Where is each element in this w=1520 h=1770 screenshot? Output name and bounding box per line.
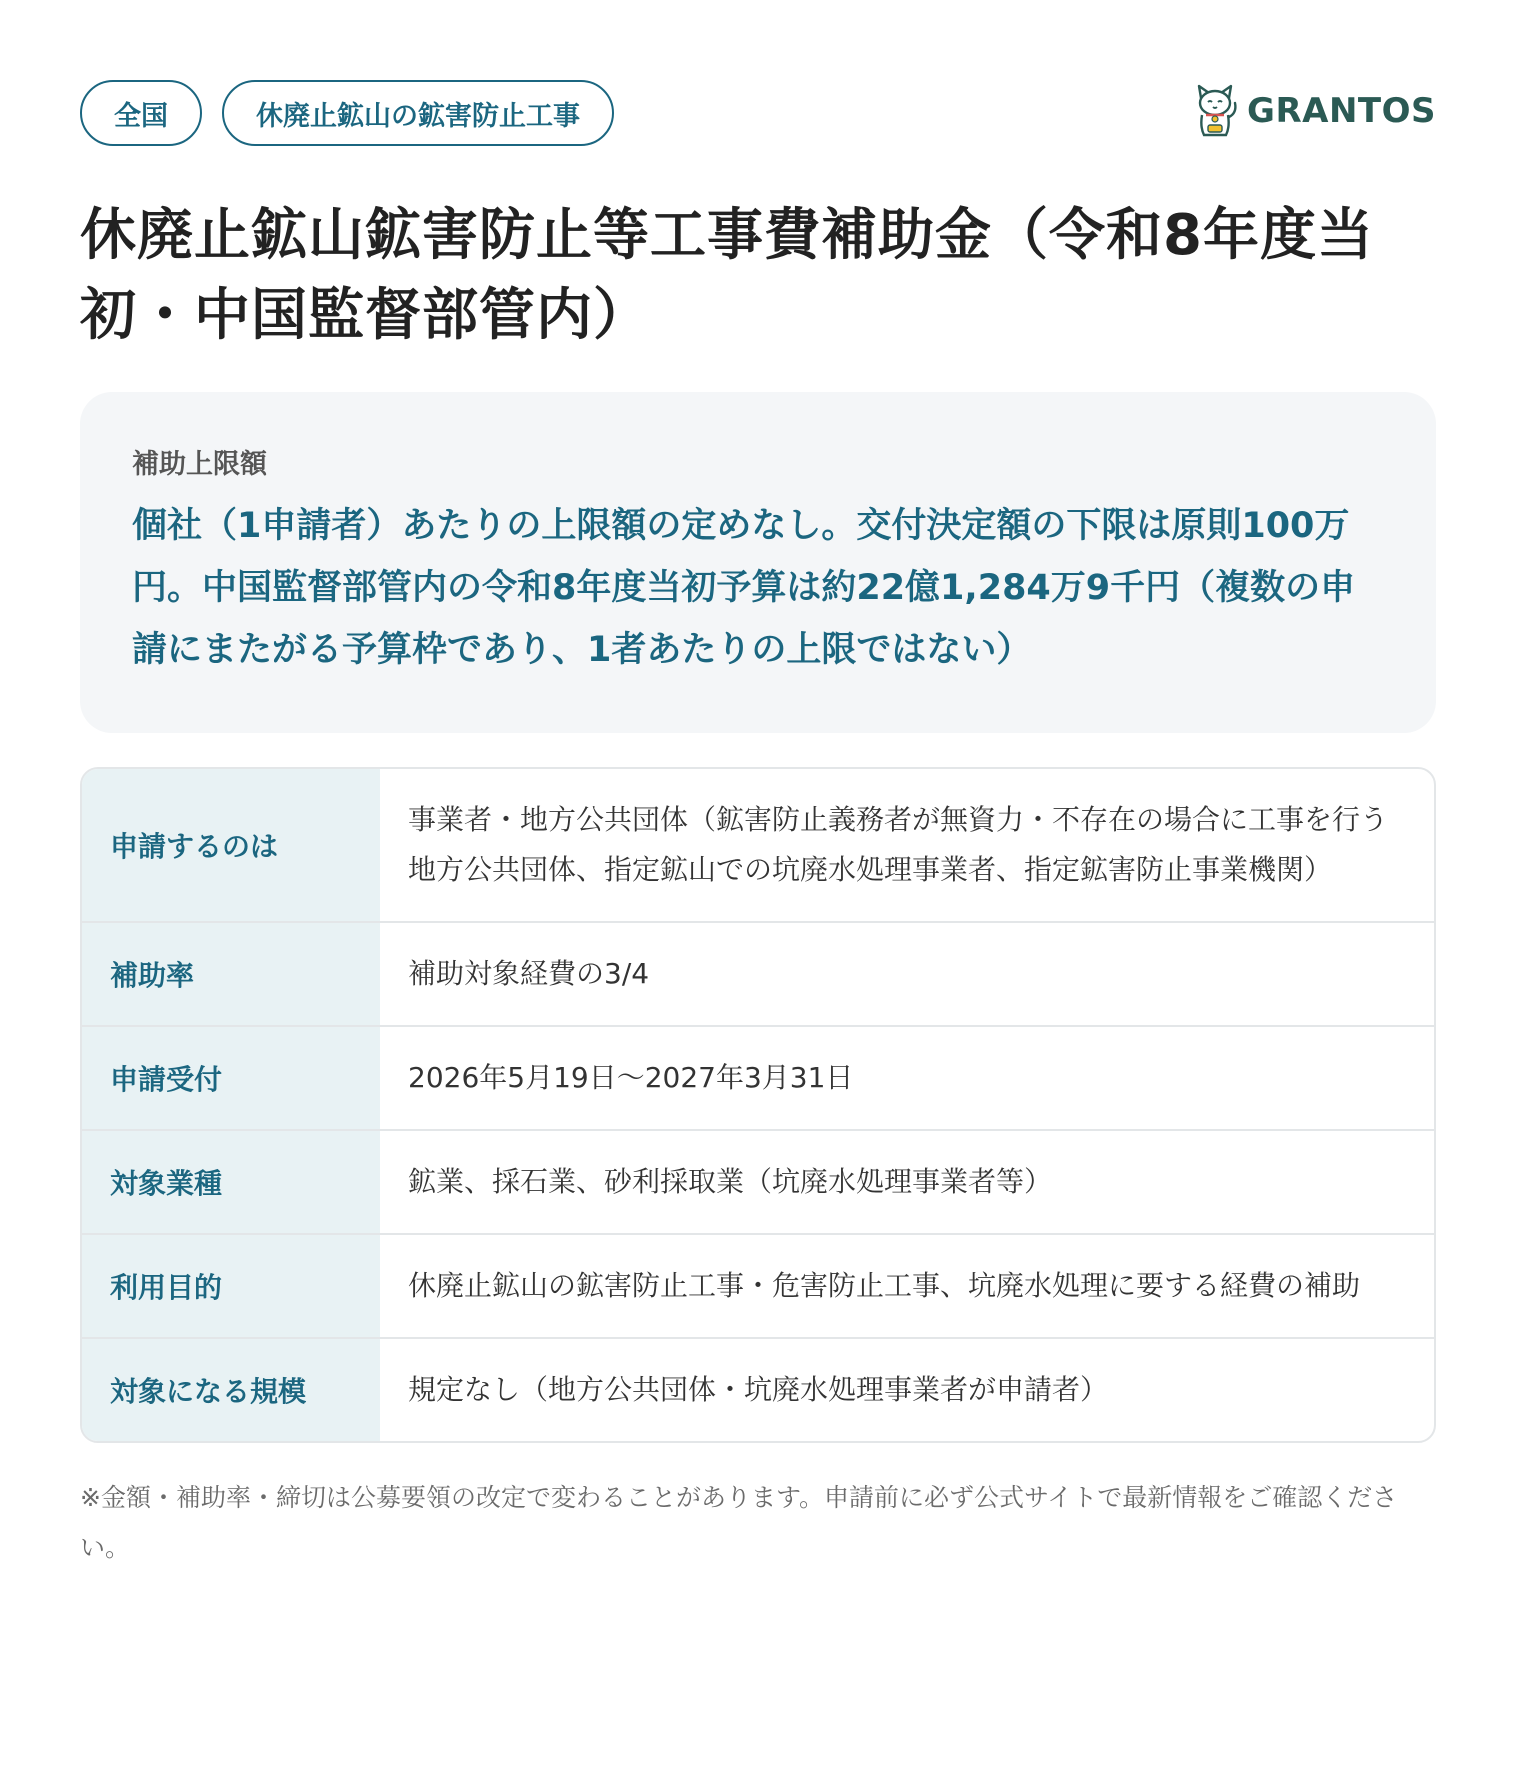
detail-label: 申請受付 bbox=[82, 1027, 380, 1129]
detail-label: 補助率 bbox=[82, 923, 380, 1025]
detail-row-rate bbox=[82, 921, 1434, 1025]
page-title: 休廃止鉱山鉱害防止等工事費補助金（令和8年度当初・中国監督部管内） bbox=[80, 203, 1374, 348]
detail-value: 規定なし（地方公共団体・坑廃水処理事業者が申請者） bbox=[408, 1373, 1109, 1406]
brand-logo[interactable] bbox=[1191, 82, 1436, 140]
detail-value: 鉱業、採石業、砂利採取業（坑廃水処理事業者等） bbox=[408, 1165, 1053, 1198]
disclaimer-note: ※金額・補助率・締切は公募要領の改定で変わることがあります。申請前に必ず公式サイトで最新情報をご確認ください。 bbox=[80, 1483, 1398, 1562]
detail-row-purpose bbox=[82, 1233, 1434, 1337]
detail-label: 対象になる規模 bbox=[82, 1339, 380, 1441]
detail-row-industry bbox=[82, 1129, 1434, 1233]
header bbox=[80, 80, 1436, 152]
detail-value: 事業者・地方公共団体（鉱害防止義務者が無資力・不存在の場合に工事を行う地方公共団体、指定鉱山での坑廃水処理事業者、指定鉱害防止事業機関） bbox=[408, 803, 1389, 886]
detail-row-scale bbox=[82, 1337, 1434, 1441]
detail-table bbox=[80, 767, 1436, 1443]
detail-label: 対象業種 bbox=[82, 1131, 380, 1233]
detail-value: 2026年5月19日〜2027年3月31日 bbox=[408, 1061, 854, 1094]
tag-region[interactable]: 全国 bbox=[80, 80, 202, 146]
tag-category[interactable]: 休廃止鉱山の鉱害防止工事 bbox=[222, 80, 614, 146]
detail-value: 休廃止鉱山の鉱害防止工事・危害防止工事、坑廃水処理に要する経費の補助 bbox=[408, 1269, 1361, 1302]
detail-label: 申請するのは bbox=[82, 769, 380, 921]
detail-row-applicant bbox=[82, 769, 1434, 921]
subsidy-limit-label: 補助上限額 bbox=[132, 449, 267, 480]
detail-label: 利用目的 bbox=[82, 1235, 380, 1337]
subsidy-limit-card bbox=[80, 392, 1436, 733]
subsidy-limit-text: 個社（1申請者）あたりの上限額の定めなし。交付決定額の下限は原則100万円。中国監督部管内の令和8年度当初予算は約22億1,284万9千円（複数の申請にまたがる予算枠であり、1者あたりの上限ではない） bbox=[132, 506, 1356, 670]
detail-value: 補助対象経費の3/4 bbox=[408, 957, 650, 990]
detail-row-period bbox=[82, 1025, 1434, 1129]
lucky-cat-icon bbox=[1191, 82, 1239, 140]
brand-name: GRANTOS bbox=[1247, 91, 1436, 131]
grant-page bbox=[80, 80, 1436, 1573]
